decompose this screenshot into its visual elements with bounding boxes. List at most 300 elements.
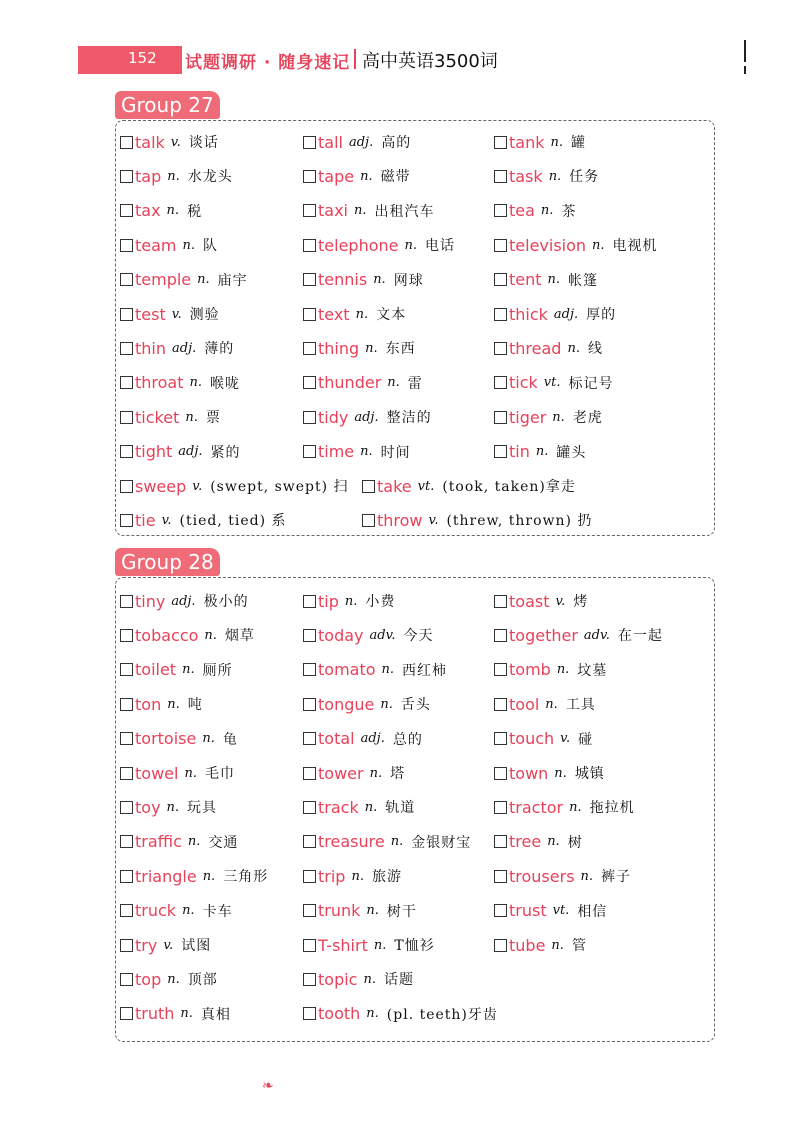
- vocab-entry: [120, 503, 286, 537]
- vocab-word: tiger: [509, 407, 547, 427]
- vocab-word: together: [509, 625, 578, 645]
- checkbox-icon[interactable]: [120, 663, 133, 676]
- vocab-entry: [120, 756, 235, 790]
- checkbox-icon[interactable]: [494, 732, 507, 745]
- part-of-speech: n.: [390, 834, 404, 850]
- word-row: [0, 503, 800, 537]
- part-of-speech: vt.: [417, 478, 435, 494]
- checkbox-icon[interactable]: [362, 480, 375, 493]
- vocab-entry: [120, 400, 221, 434]
- chinese-meaning: 裤子: [601, 869, 632, 886]
- vocab-entry: [494, 228, 658, 262]
- chinese-meaning: 测验: [189, 307, 220, 323]
- chinese-meaning: 今天: [403, 628, 434, 645]
- word-row: [0, 331, 800, 365]
- chinese-meaning: 紧的: [210, 444, 241, 461]
- chinese-meaning: 烤: [573, 594, 589, 610]
- chinese-meaning: 旅游: [371, 869, 402, 886]
- chinese-meaning: 队: [203, 238, 219, 255]
- word-row: [0, 687, 800, 721]
- chinese-meaning: 雷: [407, 375, 423, 392]
- part-of-speech: n.: [344, 593, 358, 609]
- vocab-word: talk: [135, 132, 165, 152]
- vocab-word: triangle: [135, 866, 197, 886]
- vocab-entry: [303, 928, 435, 962]
- checkbox-icon[interactable]: [303, 204, 316, 217]
- chinese-meaning: 票: [205, 410, 221, 427]
- vocab-entry: [303, 400, 432, 434]
- vocab-entry: [120, 228, 218, 262]
- part-of-speech: v.: [555, 593, 566, 609]
- vocab-entry: [120, 194, 202, 228]
- checkbox-icon[interactable]: [494, 204, 507, 217]
- part-of-speech: n.: [554, 765, 567, 781]
- checkbox-icon[interactable]: [120, 136, 133, 149]
- header-divider: [354, 49, 356, 69]
- part-of-speech: n.: [189, 375, 203, 391]
- chinese-meaning: 树干: [386, 903, 417, 920]
- vocab-word: telephone: [318, 235, 399, 255]
- chinese-meaning: 在一起: [617, 628, 663, 645]
- vocab-entry: [303, 263, 424, 297]
- vocab-word: task: [509, 166, 543, 186]
- series-title: 试题调研 · 随身速记: [185, 53, 351, 73]
- vocab-word: tool: [509, 694, 540, 714]
- part-of-speech: adj.: [553, 306, 579, 322]
- vocab-word: trousers: [509, 866, 575, 886]
- chinese-meaning: 帐篷: [568, 272, 599, 289]
- part-of-speech: n.: [355, 306, 369, 322]
- chinese-meaning: 电视机: [612, 238, 658, 255]
- vocab-word: truth: [135, 1004, 175, 1024]
- vocab-word: temple: [135, 270, 192, 290]
- chinese-meaning: 喉咙: [210, 375, 241, 392]
- vocab-word: time: [318, 442, 355, 462]
- chinese-meaning: 薄的: [204, 341, 235, 358]
- decorative-mark-icon: ❧: [262, 1078, 274, 1094]
- chinese-meaning: 碰: [578, 731, 594, 748]
- vocab-word: thick: [509, 304, 548, 324]
- part-of-speech: v.: [170, 134, 181, 150]
- checkbox-icon[interactable]: [120, 480, 133, 493]
- word-row: [0, 366, 800, 400]
- vocab-entry: [303, 159, 411, 193]
- vocab-word: try: [135, 935, 158, 955]
- vocab-word: tick: [509, 373, 538, 393]
- vocab-word: thread: [509, 338, 562, 358]
- word-row: [0, 435, 800, 469]
- checkbox-icon[interactable]: [120, 1007, 133, 1020]
- vocab-word: tongue: [318, 694, 375, 714]
- chinese-meaning: 玩具: [187, 800, 218, 817]
- part-of-speech: n.: [202, 731, 215, 747]
- vocab-entry: [303, 962, 414, 996]
- vocab-entry: [303, 435, 411, 469]
- chinese-meaning: 话题: [383, 972, 414, 989]
- checkbox-icon[interactable]: [494, 136, 507, 149]
- checkbox-icon[interactable]: [494, 595, 507, 608]
- checkbox-icon[interactable]: [120, 308, 133, 321]
- checkbox-icon[interactable]: [120, 939, 133, 952]
- part-of-speech: n.: [182, 662, 195, 678]
- word-row: [0, 722, 800, 756]
- part-of-speech: v.: [192, 478, 203, 494]
- checkbox-icon[interactable]: [303, 698, 316, 711]
- part-of-speech: n.: [166, 203, 180, 219]
- vocab-entry: [494, 194, 576, 228]
- vocab-entry: [494, 894, 607, 928]
- checkbox-icon[interactable]: [120, 342, 133, 355]
- vocab-word: towel: [135, 763, 179, 783]
- vocab-entry: [303, 653, 447, 687]
- vocab-word: tea: [509, 201, 535, 221]
- checkbox-icon[interactable]: [494, 801, 507, 814]
- chinese-meaning: 三角形: [223, 869, 269, 886]
- checkbox-icon[interactable]: [494, 904, 507, 917]
- vocab-entry: [303, 859, 402, 893]
- part-of-speech: n.: [351, 868, 364, 884]
- vocab-word: tower: [318, 763, 364, 783]
- vocab-entry: [120, 263, 248, 297]
- vocab-word: trunk: [318, 901, 361, 921]
- checkbox-icon[interactable]: [303, 973, 316, 986]
- checkbox-icon[interactable]: [303, 445, 316, 458]
- vocab-word: text: [318, 304, 350, 324]
- word-row: [0, 894, 800, 928]
- checkbox-icon[interactable]: [303, 767, 316, 780]
- vocab-word: track: [318, 797, 359, 817]
- word-row: [0, 859, 800, 893]
- word-row: [0, 400, 800, 434]
- part-of-speech: n.: [548, 168, 562, 184]
- chinese-meaning: 真相: [200, 1006, 231, 1023]
- vocab-entry: [120, 790, 217, 824]
- chinese-meaning: 茶: [561, 203, 577, 220]
- checkbox-icon[interactable]: [303, 663, 316, 676]
- part-of-speech: v.: [171, 306, 182, 322]
- vocab-word: top: [135, 969, 162, 989]
- vocab-entry: [494, 687, 596, 721]
- vocab-word: tomb: [509, 660, 551, 680]
- vocab-entry: [120, 584, 249, 618]
- chinese-meaning: 整洁的: [386, 410, 432, 427]
- word-row: [0, 469, 800, 503]
- checkbox-icon[interactable]: [303, 732, 316, 745]
- checkbox-icon[interactable]: [303, 870, 316, 883]
- chinese-meaning: 交通: [208, 834, 239, 851]
- part-of-speech: n.: [366, 1006, 379, 1022]
- checkbox-icon[interactable]: [120, 767, 133, 780]
- vocab-entry: [303, 125, 411, 159]
- checkbox-icon[interactable]: [120, 835, 133, 848]
- checkbox-icon[interactable]: [120, 445, 133, 458]
- vocab-entry: [494, 859, 631, 893]
- checkbox-icon[interactable]: [494, 376, 507, 389]
- part-of-speech: n.: [182, 903, 195, 919]
- vocab-word: today: [318, 625, 364, 645]
- vocab-word: town: [509, 763, 549, 783]
- checkbox-icon[interactable]: [120, 732, 133, 745]
- vocab-entry: [120, 297, 220, 331]
- vocab-word: tree: [509, 832, 542, 852]
- vocab-word: tie: [135, 510, 156, 530]
- chinese-meaning: 罐头: [556, 444, 587, 461]
- vocab-entry: [303, 756, 405, 790]
- vocab-word: take: [377, 476, 412, 496]
- vocab-word: tobacco: [135, 625, 199, 645]
- chinese-meaning: 极小的: [203, 594, 249, 610]
- vocab-entry: [494, 653, 607, 687]
- vocab-word: T-shirt: [318, 935, 368, 955]
- checkbox-icon[interactable]: [303, 801, 316, 814]
- vocab-entry: [303, 894, 417, 928]
- checkbox-icon[interactable]: [494, 411, 507, 424]
- checkbox-icon[interactable]: [120, 801, 133, 814]
- chinese-meaning: 塔: [390, 766, 406, 782]
- vocab-entry: [494, 400, 603, 434]
- vocab-entry: [303, 722, 423, 756]
- vocab-word: tortoise: [135, 729, 197, 749]
- chinese-meaning: 树: [567, 834, 583, 851]
- part-of-speech: n.: [363, 971, 376, 987]
- checkbox-icon[interactable]: [303, 904, 316, 917]
- chinese-meaning: 毛巾: [204, 766, 235, 782]
- vocab-entry: [494, 756, 605, 790]
- vocab-entry: [120, 962, 218, 996]
- part-of-speech: adj.: [172, 340, 197, 356]
- word-row: [0, 790, 800, 824]
- checkbox-icon[interactable]: [494, 939, 507, 952]
- vocab-entry: [494, 125, 586, 159]
- vocab-entry: [120, 997, 231, 1031]
- chinese-meaning: 厚的: [586, 307, 617, 323]
- chinese-meaning: (pl. teeth)牙齿: [386, 1006, 498, 1023]
- vocab-word: trust: [509, 901, 547, 921]
- chinese-meaning: 厕所: [202, 662, 233, 679]
- part-of-speech: vt.: [552, 903, 570, 919]
- chinese-meaning: 小费: [365, 594, 396, 610]
- checkbox-icon[interactable]: [494, 445, 507, 458]
- checkbox-icon[interactable]: [494, 870, 507, 883]
- part-of-speech: n.: [556, 662, 570, 678]
- vocab-word: tall: [318, 132, 343, 152]
- part-of-speech: n.: [381, 662, 395, 678]
- checkbox-icon[interactable]: [120, 595, 133, 608]
- vocab-entry: [303, 790, 415, 824]
- vocab-entry: [120, 435, 241, 469]
- vocab-word: thin: [135, 338, 166, 358]
- vocab-entry: [303, 997, 498, 1031]
- checkbox-icon[interactable]: [120, 973, 133, 986]
- checkbox-icon[interactable]: [303, 1007, 316, 1020]
- vocab-word: total: [318, 729, 355, 749]
- part-of-speech: n.: [204, 627, 217, 643]
- checkbox-icon[interactable]: [303, 629, 316, 642]
- checkbox-icon[interactable]: [494, 663, 507, 676]
- checkbox-icon[interactable]: [494, 629, 507, 642]
- part-of-speech: n.: [354, 203, 367, 219]
- vocab-entry: [120, 653, 233, 687]
- vocab-word: tennis: [318, 270, 368, 290]
- part-of-speech: n.: [540, 203, 554, 219]
- checkbox-icon[interactable]: [120, 698, 133, 711]
- part-of-speech: n.: [550, 134, 563, 150]
- word-row: [0, 618, 800, 652]
- chinese-meaning: (tied, tied) 系: [179, 513, 287, 530]
- chinese-meaning: 拖拉机: [589, 800, 635, 817]
- chinese-meaning: 罐: [571, 135, 586, 151]
- part-of-speech: adj.: [360, 731, 385, 747]
- checkbox-icon[interactable]: [303, 170, 316, 183]
- part-of-speech: n.: [547, 834, 560, 850]
- vocab-entry: [120, 894, 233, 928]
- part-of-speech: v.: [163, 937, 174, 953]
- checkbox-icon[interactable]: [303, 136, 316, 149]
- vocab-entry: [494, 331, 603, 365]
- part-of-speech: n.: [187, 834, 201, 850]
- chinese-meaning: T恤衫: [394, 938, 435, 954]
- vocab-entry: [494, 722, 593, 756]
- part-of-speech: n.: [380, 696, 393, 712]
- chinese-meaning: 总的: [392, 731, 423, 748]
- part-of-speech: n.: [552, 409, 565, 425]
- checkbox-icon[interactable]: [120, 239, 133, 252]
- checkbox-icon[interactable]: [494, 835, 507, 848]
- checkbox-icon[interactable]: [303, 939, 316, 952]
- chinese-meaning: 金银财宝: [411, 834, 472, 851]
- chinese-meaning: 吨: [187, 697, 203, 714]
- checkbox-icon[interactable]: [120, 411, 133, 424]
- vocab-word: treasure: [318, 832, 385, 852]
- checkbox-icon[interactable]: [494, 767, 507, 780]
- chinese-meaning: 顶部: [187, 972, 218, 989]
- word-row: [0, 825, 800, 859]
- word-row: [0, 653, 800, 687]
- vocab-word: tin: [509, 442, 530, 462]
- word-row: [0, 584, 800, 618]
- checkbox-icon[interactable]: [303, 376, 316, 389]
- book-title: 高中英语3500词: [362, 51, 498, 72]
- vocab-entry: [120, 928, 211, 962]
- vocab-entry: [303, 366, 423, 400]
- chinese-meaning: 试图: [181, 938, 212, 954]
- checkbox-icon[interactable]: [494, 308, 507, 321]
- checkbox-icon[interactable]: [120, 629, 133, 642]
- checkbox-icon[interactable]: [120, 514, 133, 527]
- vocab-word: toast: [509, 591, 550, 611]
- checkbox-icon[interactable]: [120, 204, 133, 217]
- chinese-meaning: 税: [187, 203, 203, 220]
- vocab-word: thing: [318, 338, 360, 358]
- part-of-speech: adv.: [369, 627, 396, 643]
- word-row: [0, 756, 800, 790]
- chinese-meaning: 烟草: [224, 628, 255, 645]
- vocab-entry: [120, 825, 238, 859]
- vocab-word: toy: [135, 797, 161, 817]
- checkbox-icon[interactable]: [494, 170, 507, 183]
- part-of-speech: v.: [428, 512, 439, 528]
- chinese-meaning: 网球: [393, 272, 424, 289]
- part-of-speech: n.: [545, 696, 558, 712]
- vocab-word: truck: [135, 901, 177, 921]
- vocab-entry: [303, 297, 406, 331]
- vocab-word: tax: [135, 201, 161, 221]
- part-of-speech: n.: [592, 237, 605, 253]
- part-of-speech: adj.: [178, 444, 203, 460]
- word-row: [0, 228, 800, 262]
- vocab-word: tractor: [509, 797, 564, 817]
- checkbox-icon[interactable]: [303, 411, 316, 424]
- vocab-entry: [303, 331, 416, 365]
- chinese-meaning: 工具: [565, 697, 596, 714]
- part-of-speech: n.: [180, 1006, 193, 1022]
- group-label-27: Group 27: [115, 91, 220, 119]
- page-edge-mark: [744, 66, 746, 74]
- checkbox-icon[interactable]: [494, 342, 507, 355]
- vocab-word: taxi: [318, 201, 348, 221]
- vocab-entry: [494, 928, 587, 962]
- checkbox-icon[interactable]: [303, 595, 316, 608]
- vocab-word: tube: [509, 935, 546, 955]
- vocab-word: test: [135, 304, 166, 324]
- vocab-word: topic: [318, 969, 358, 989]
- part-of-speech: n.: [202, 868, 216, 884]
- part-of-speech: n.: [404, 237, 417, 253]
- part-of-speech: adv.: [583, 627, 610, 643]
- chinese-meaning: 龟: [222, 731, 238, 748]
- checkbox-icon[interactable]: [494, 239, 507, 252]
- checkbox-icon[interactable]: [494, 698, 507, 711]
- chinese-meaning: 轨道: [385, 800, 416, 817]
- chinese-meaning: 磁带: [380, 169, 411, 186]
- part-of-speech: n.: [184, 765, 197, 781]
- part-of-speech: n.: [182, 237, 196, 253]
- part-of-speech: n.: [185, 409, 198, 425]
- page-number: 152: [128, 49, 157, 67]
- vocab-word: tight: [135, 442, 173, 462]
- checkbox-icon[interactable]: [362, 514, 375, 527]
- vocab-word: trip: [318, 866, 346, 886]
- checkbox-icon[interactable]: [494, 273, 507, 286]
- vocab-word: team: [135, 235, 177, 255]
- checkbox-icon[interactable]: [120, 273, 133, 286]
- checkbox-icon[interactable]: [303, 308, 316, 321]
- chinese-meaning: 管: [571, 938, 587, 954]
- vocab-entry: [303, 194, 435, 228]
- vocab-word: toilet: [135, 660, 177, 680]
- checkbox-icon[interactable]: [120, 376, 133, 389]
- chinese-meaning: 老虎: [572, 410, 603, 427]
- checkbox-icon[interactable]: [303, 273, 316, 286]
- vocab-entry: [494, 584, 588, 618]
- checkbox-icon[interactable]: [303, 239, 316, 252]
- vocab-word: tent: [509, 270, 542, 290]
- vocab-entry: [303, 584, 395, 618]
- checkbox-icon[interactable]: [120, 170, 133, 183]
- checkbox-icon[interactable]: [303, 835, 316, 848]
- part-of-speech: n.: [369, 765, 383, 781]
- vocab-entry: [303, 618, 434, 652]
- chinese-meaning: 卡车: [202, 903, 233, 920]
- part-of-speech: n.: [373, 272, 386, 288]
- word-row: [0, 194, 800, 228]
- chinese-meaning: 谈话: [188, 135, 219, 151]
- vocab-entry: [494, 435, 586, 469]
- checkbox-icon[interactable]: [120, 904, 133, 917]
- checkbox-icon[interactable]: [120, 870, 133, 883]
- checkbox-icon[interactable]: [303, 342, 316, 355]
- chinese-meaning: 文本: [376, 307, 407, 323]
